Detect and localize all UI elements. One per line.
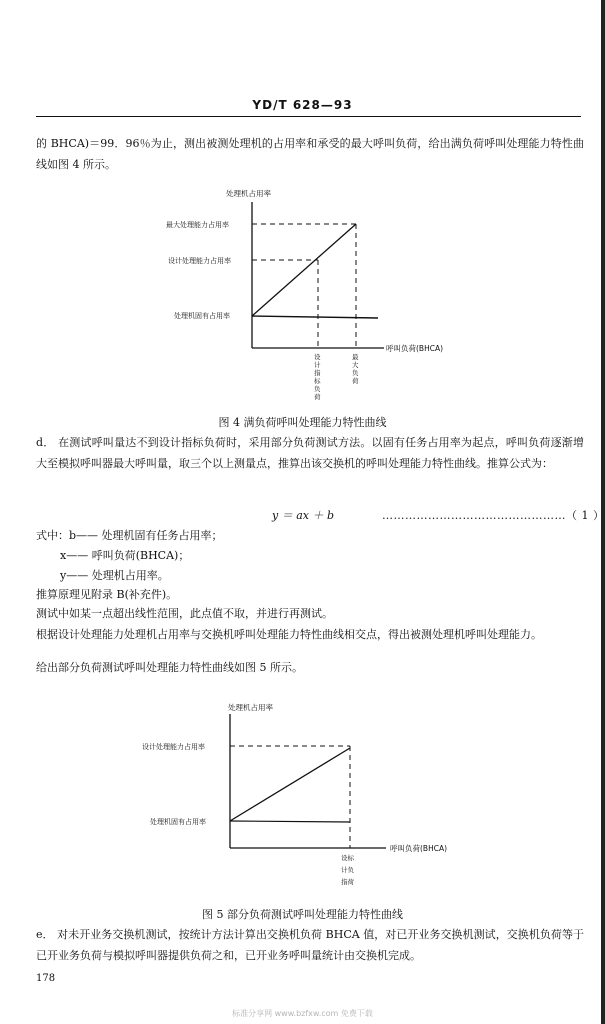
fig4-capacity-curve bbox=[252, 224, 356, 316]
fig4-inherent-line bbox=[252, 316, 378, 318]
figure-4-caption: 图 4 满负荷呼叫处理能力特性曲线 bbox=[218, 416, 387, 429]
fig4-label-max: 最大处理能力占用率 bbox=[166, 221, 229, 229]
figure-5-caption: 图 5 部分负荷测试呼叫处理能力特性曲线 bbox=[202, 908, 403, 921]
fig5-label-inherent: 处理机固有占用率 bbox=[150, 818, 206, 826]
svg-text:计负: 计负 bbox=[341, 866, 354, 874]
fig4-x-mark-max bbox=[352, 352, 359, 385]
svg-text:荷: 荷 bbox=[352, 377, 359, 385]
paragraph-d: d． 在测试呼叫量达不到设计指标负荷时，采用部分负荷测试方法。以固有任务占用率为起点，呼叫负荷逐渐增大至模拟呼叫器最大呼叫量，取三个以上测量点，推算出该交换机的呼叫处理能力特性曲线。推算公式为： bbox=[36, 436, 584, 470]
svg-text:计: 计 bbox=[314, 361, 321, 369]
fig5-x-title: 呼叫负荷(BHCA) bbox=[390, 844, 448, 853]
svg-text:设: 设 bbox=[314, 353, 321, 361]
svg-text:指: 指 bbox=[314, 369, 321, 377]
svg-text:最: 最 bbox=[352, 353, 359, 361]
fig5-inherent-line bbox=[230, 821, 350, 822]
paragraph-e: e． 对未开业务交换机测试，按统计方法计算出交换机负荷 BHCA 值，对已开业务交换机测试，交换机负荷等于已开业务负荷与模拟呼叫器提供负荷之和，已开业务呼叫量统计由交换机完成。 bbox=[36, 928, 584, 962]
where-y: y—— 处理机占用率。 bbox=[60, 569, 169, 582]
formula-number: …………………………………………（ 1 ） bbox=[382, 509, 605, 522]
svg-text:负: 负 bbox=[314, 385, 321, 393]
fig4-label-design: 设计处理能力占用率 bbox=[168, 257, 231, 265]
svg-text:标: 标 bbox=[314, 377, 321, 385]
doc-header: YD/T 628—93 bbox=[252, 98, 353, 112]
fig4-y-title: 处理机占用率 bbox=[226, 189, 271, 198]
figure-5 bbox=[0, 700, 605, 900]
intersect-note: 根据设计处理能力处理机占用率与交换机呼叫处理能力特性曲线相交点，得出被测处理机呼叫处理能力。 bbox=[36, 628, 542, 641]
fig5-x-mark bbox=[341, 853, 355, 886]
figure-4 bbox=[0, 180, 605, 410]
formula: y ＝ ax ＋ b bbox=[272, 509, 335, 522]
page-number: 178 bbox=[36, 973, 56, 984]
fig5-capacity-curve bbox=[230, 748, 350, 821]
where-b: 式中：b—— 处理机固有任务占用率； bbox=[36, 529, 223, 542]
svg-text:大: 大 bbox=[352, 361, 359, 369]
fig4-label-inherent: 处理机固有占用率 bbox=[174, 312, 230, 320]
fig4-x-mark-design bbox=[314, 352, 321, 401]
svg-text:设标: 设标 bbox=[341, 854, 354, 862]
paragraph-intro: 的 BHCA)＝99．96％为止，测出被测处理机的占用率和承受的最大呼叫负荷，给出满负荷呼叫处理能力特性曲线如图 4 所示。 bbox=[36, 137, 584, 171]
svg-text:荷: 荷 bbox=[314, 393, 321, 401]
where-x: x—— 呼叫负荷(BHCA)； bbox=[60, 549, 190, 562]
svg-text:负: 负 bbox=[352, 369, 359, 377]
fig4-x-title: 呼叫负荷(BHCA) bbox=[386, 344, 444, 353]
fig5-intro: 给出部分负荷测试呼叫处理能力特性曲线如图 5 所示。 bbox=[36, 661, 303, 674]
fig5-y-title: 处理机占用率 bbox=[228, 703, 273, 712]
header-rule bbox=[36, 116, 581, 117]
fig5-label-design: 设计处理能力占用率 bbox=[142, 743, 205, 751]
abnormal-note: 测试中如某一点超出线性范围，此点值不取，并进行再测试。 bbox=[36, 607, 333, 620]
appendix-note: 推算原理见附录 B(补充件)。 bbox=[36, 588, 178, 601]
svg-text:指荷: 指荷 bbox=[341, 878, 354, 886]
watermark: 标准分享网 www.bzfxw.com 免费下载 bbox=[232, 1009, 373, 1018]
